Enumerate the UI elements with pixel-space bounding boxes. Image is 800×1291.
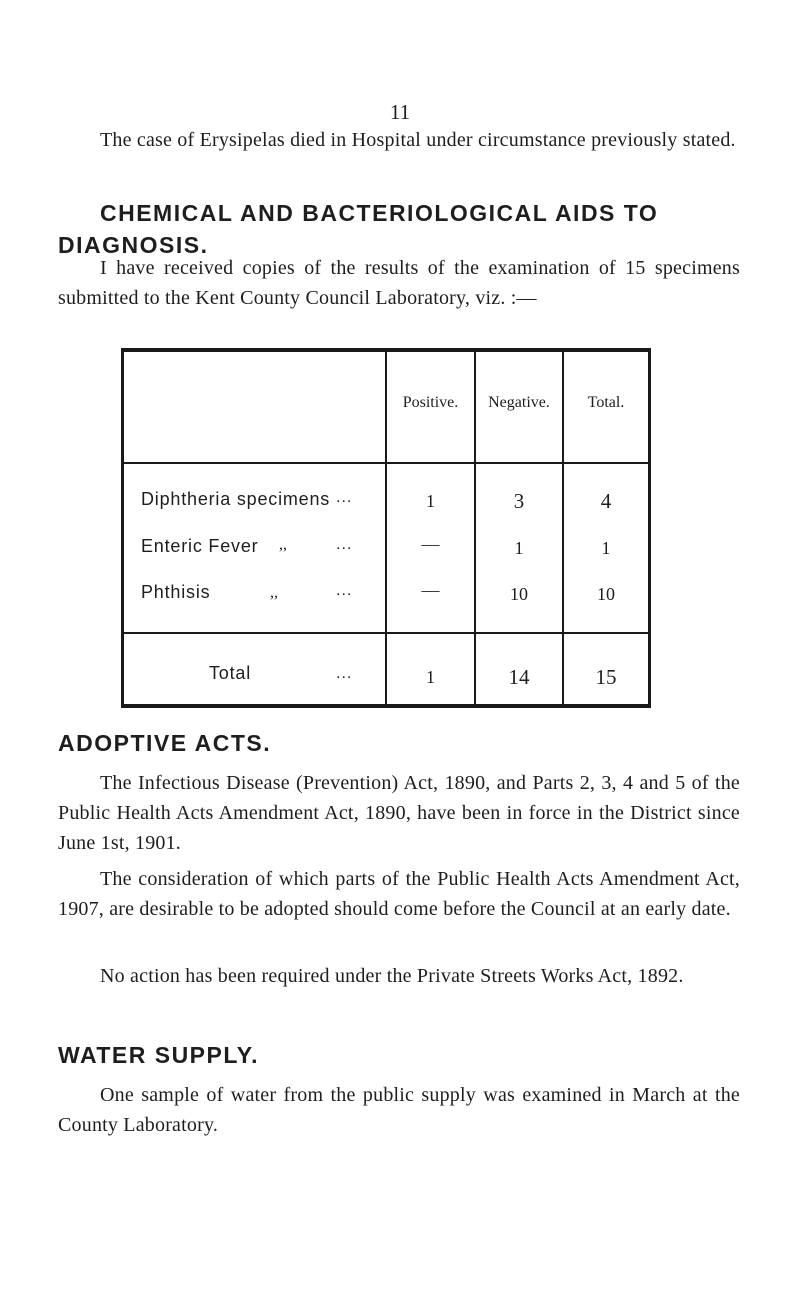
cell-phthisis-positive: — <box>421 580 440 600</box>
column-header-negative: Negative. <box>488 394 550 411</box>
cell-total-total: 15 <box>595 665 617 689</box>
water-supply-heading: WATER SUPPLY. <box>58 1042 259 1068</box>
column-header-total: Total. <box>587 394 625 411</box>
adoptive-acts-paragraph-3: No action has been required under the Private Streets Works Act, 1892. <box>100 965 684 987</box>
cell-diphtheria-total: 4 <box>600 489 612 513</box>
leader-dots: ... <box>336 489 353 506</box>
cell-phthisis-total: 10 <box>597 584 615 604</box>
adoptive-acts-heading: ADOPTIVE ACTS. <box>58 730 272 756</box>
cell-enteric-total: 1 <box>601 538 611 558</box>
cell-total-negative: 14 <box>508 665 530 689</box>
leader-dots: ... <box>336 582 353 599</box>
water-supply-paragraph: One sample of water from the public supply was examined in March at the County Laboratory. <box>58 1084 740 1136</box>
cell-phthisis-negative: 10 <box>510 584 528 604</box>
ditto-mark: ,, <box>279 536 287 553</box>
cell-total-positive: 1 <box>426 667 435 687</box>
page-number: 11 <box>389 100 411 124</box>
cell-diphtheria-positive: 1 <box>426 491 435 511</box>
cell-diphtheria-negative: 3 <box>513 489 525 513</box>
adoptive-acts-paragraph-1: The Infectious Disease (Prevention) Act, 1890, and Parts 2, 3, 4 and 5 of the Public Health Acts Amendment Act, 1890, have been in force in the District since June 1st, 1901. <box>58 772 740 854</box>
row-label-phthisis: Phthisis <box>141 582 211 602</box>
row-label-enteric-fever: Enteric Fever <box>141 536 259 556</box>
total-divider <box>124 632 648 634</box>
leader-dots: ... <box>336 665 353 682</box>
header-divider <box>124 462 648 464</box>
cell-enteric-positive: — <box>421 534 440 554</box>
row-label-total: Total <box>208 663 252 683</box>
specimen-results-table <box>121 348 651 708</box>
intro-paragraph: The case of Erysipelas died in Hospital under circumstance previously stated. <box>100 129 736 151</box>
adoptive-acts-paragraph-2: The consideration of which parts of the Public Health Acts Amendment Act, 1907, are desirable to be adopted should come before the Council at an early date. <box>58 868 740 920</box>
ditto-mark: ,, <box>270 584 278 601</box>
column-header-positive: Positive. <box>402 394 459 411</box>
leader-dots: ... <box>336 536 353 553</box>
row-label-diphtheria: Diphtheria specimens <box>141 489 331 509</box>
cell-enteric-negative: 1 <box>514 538 524 558</box>
chemical-aids-heading: CHEMICAL AND BACTERIOLOGICAL AIDS TO DIAGNOSIS. <box>58 200 659 258</box>
chemical-aids-paragraph: I have received copies of the results of the examination of 15 specimens submitted to the Kent County Council Laboratory, viz. :— <box>58 257 740 309</box>
